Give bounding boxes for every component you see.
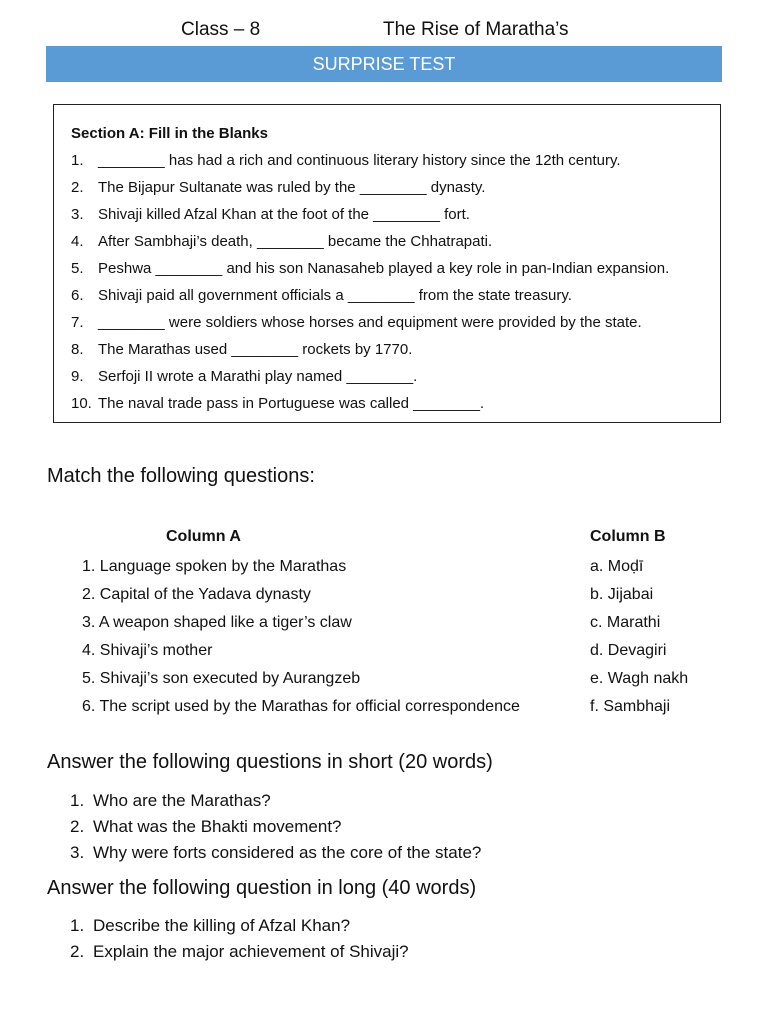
table-row xyxy=(82,612,722,640)
table-row xyxy=(82,696,722,724)
column-a-cell: 5. Shivaji’s son executed by Aurangzeb xyxy=(82,670,361,687)
item-number: 2. xyxy=(71,179,84,196)
surprise-test-banner: SURPRISE TEST xyxy=(46,46,722,82)
table-row xyxy=(82,584,722,612)
item-text: The naval trade pass in Portuguese was called ________. xyxy=(98,395,485,412)
column-a-cell: 2. Capital of the Yadava dynasty xyxy=(82,586,311,603)
column-b-cell: e. Wagh nakh xyxy=(590,670,689,687)
column-a-cell: 4. Shivaji’s mother xyxy=(82,642,213,659)
long-answer-heading: Answer the following question in long (40 words) xyxy=(47,877,477,899)
match-table xyxy=(82,556,722,724)
item-number: 1. xyxy=(70,791,85,810)
column-b-cell: c. Marathi xyxy=(590,614,661,631)
item-number: 7. xyxy=(71,314,84,331)
item-text: The Marathas used ________ rockets by 1770. xyxy=(98,341,413,358)
short-answer-heading: Answer the following questions in short (20 words) xyxy=(47,751,493,773)
class-label: Class – 8 xyxy=(181,19,261,40)
match-heading: Match the following questions: xyxy=(47,465,315,487)
short-answer-list xyxy=(70,789,481,867)
list-item xyxy=(70,815,481,841)
item-number: 3. xyxy=(71,206,84,223)
document-header xyxy=(0,19,768,45)
column-b-cell: d. Devagiri xyxy=(590,642,667,659)
item-number: 4. xyxy=(71,233,84,250)
fill-in-blanks-list xyxy=(71,150,669,420)
table-row xyxy=(82,668,722,696)
list-item xyxy=(71,312,669,339)
item-number: 10. xyxy=(71,395,92,412)
item-number: 3. xyxy=(70,843,85,862)
item-number: 5. xyxy=(71,260,84,277)
item-text: Serfoji II wrote a Marathi play named ________. xyxy=(98,368,418,385)
item-text: Describe the killing of Afzal Khan? xyxy=(93,916,351,935)
column-a-title: Column A xyxy=(166,528,241,545)
item-text: Who are the Marathas? xyxy=(93,791,271,810)
list-item xyxy=(71,231,669,258)
column-b-cell: f. Sambhaji xyxy=(590,698,671,715)
item-text: ________ has had a rich and continuous literary history since the 12th century. xyxy=(98,152,621,169)
list-item xyxy=(71,339,669,366)
item-number: 6. xyxy=(71,287,84,304)
item-text: ________ were soldiers whose horses and equipment were provided by the state. xyxy=(98,314,642,331)
list-item xyxy=(70,940,409,966)
item-text: What was the Bhakti movement? xyxy=(93,817,342,836)
topic-title: The Rise of Maratha’s xyxy=(383,19,569,40)
item-text: Shivaji killed Afzal Khan at the foot of the ________ fort. xyxy=(98,206,470,223)
long-answer-list xyxy=(70,914,409,966)
section-a-box xyxy=(53,104,721,423)
list-item xyxy=(70,789,481,815)
item-text: Explain the major achievement of Shivaji? xyxy=(93,942,409,961)
table-row xyxy=(82,640,722,668)
list-item xyxy=(71,204,669,231)
list-item xyxy=(70,914,409,940)
item-text: After Sambhaji’s death, ________ became the Chhatrapati. xyxy=(98,233,493,250)
item-number: 1. xyxy=(71,152,84,169)
section-a-title: Section A: Fill in the Blanks xyxy=(71,125,268,142)
list-item xyxy=(71,285,669,312)
item-number: 9. xyxy=(71,368,84,385)
column-a-cell: 1. Language spoken by the Marathas xyxy=(82,558,347,575)
item-text: The Bijapur Sultanate was ruled by the ________ dynasty. xyxy=(98,179,486,196)
item-text: Why were forts considered as the core of the state? xyxy=(93,843,482,862)
list-item xyxy=(71,366,669,393)
list-item xyxy=(70,841,481,867)
item-number: 2. xyxy=(70,942,85,961)
item-number: 2. xyxy=(70,817,85,836)
table-row xyxy=(82,556,722,584)
column-b-cell: b. Jijabai xyxy=(590,586,654,603)
item-text: Peshwa ________ and his son Nanasaheb played a key role in pan-Indian expansion. xyxy=(98,260,670,277)
column-a-cell: 3. A weapon shaped like a tiger’s claw xyxy=(82,614,352,631)
list-item xyxy=(71,258,669,285)
item-text: Shivaji paid all government officials a ________ from the state treasury. xyxy=(98,287,572,304)
list-item xyxy=(71,393,669,420)
column-b-title: Column B xyxy=(590,528,666,545)
column-a-cell: 6. The script used by the Marathas for official correspondence xyxy=(82,698,520,715)
column-b-cell: a. Moḍī xyxy=(590,558,644,575)
item-number: 8. xyxy=(71,341,84,358)
list-item xyxy=(71,177,669,204)
item-number: 1. xyxy=(70,916,85,935)
list-item xyxy=(71,150,669,177)
